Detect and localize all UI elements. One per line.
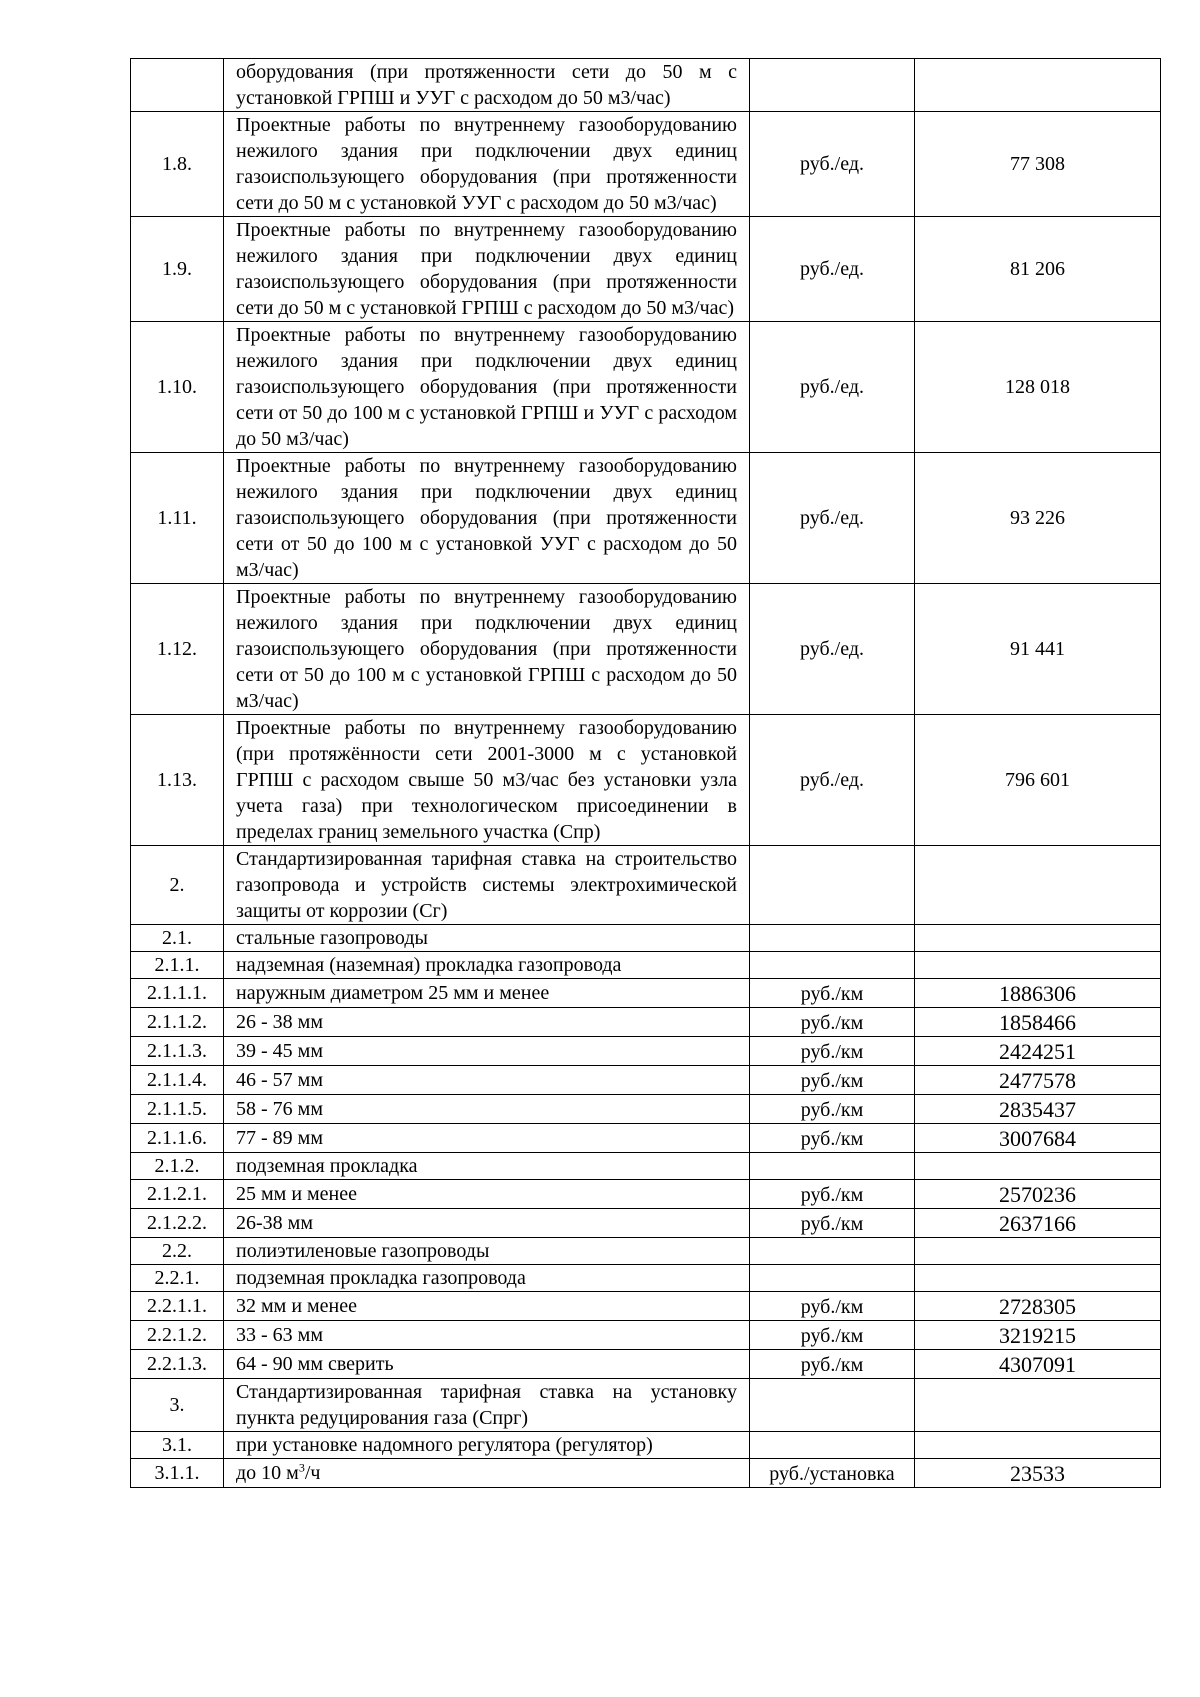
item-description: 58 - 76 мм <box>224 1095 750 1124</box>
item-number: 1.12. <box>131 584 224 715</box>
table-row <box>131 453 1161 584</box>
item-value: 2570236 <box>915 1180 1161 1209</box>
item-description: 33 - 63 мм <box>224 1321 750 1350</box>
item-number: 2.1.1.6. <box>131 1124 224 1153</box>
item-unit: руб./км <box>750 1008 915 1037</box>
table-row <box>131 1292 1161 1321</box>
item-value: 93 226 <box>915 453 1161 584</box>
item-value: 1858466 <box>915 1008 1161 1037</box>
item-unit: руб./км <box>750 1209 915 1238</box>
item-unit: руб./ед. <box>750 322 915 453</box>
superscript-exponent: 3 <box>298 1460 305 1475</box>
item-unit: руб./км <box>750 1180 915 1209</box>
table-row <box>131 112 1161 217</box>
item-value: 77 308 <box>915 112 1161 217</box>
tariff-table <box>130 58 1161 1488</box>
item-description: 32 мм и менее <box>224 1292 750 1321</box>
table-row <box>131 715 1161 846</box>
table-row <box>131 1124 1161 1153</box>
item-value: 3219215 <box>915 1321 1161 1350</box>
item-description: при установке надомного регулятора (регулятор) <box>224 1432 750 1459</box>
item-description: оборудования (при протяженности сети до 50 м с установкой ГРПШ и УУГ с расходом до 50 м3/час) <box>224 59 750 112</box>
item-value: 81 206 <box>915 217 1161 322</box>
item-number: 2.1.1.2. <box>131 1008 224 1037</box>
item-description: подземная прокладка газопровода <box>224 1265 750 1292</box>
item-unit: руб./км <box>750 1037 915 1066</box>
item-unit: руб./км <box>750 1066 915 1095</box>
item-value <box>915 1432 1161 1459</box>
item-value <box>915 925 1161 952</box>
item-description: наружным диаметром 25 мм и менее <box>224 979 750 1008</box>
table-row <box>131 1008 1161 1037</box>
item-unit: руб./ед. <box>750 453 915 584</box>
item-description: полиэтиленовые газопроводы <box>224 1238 750 1265</box>
item-unit: руб./км <box>750 1292 915 1321</box>
item-value <box>915 1379 1161 1432</box>
item-unit: руб./км <box>750 1095 915 1124</box>
table-row <box>131 1037 1161 1066</box>
table-row <box>131 925 1161 952</box>
table-row <box>131 979 1161 1008</box>
item-value: 2728305 <box>915 1292 1161 1321</box>
item-description: 77 - 89 мм <box>224 1124 750 1153</box>
item-value: 1886306 <box>915 979 1161 1008</box>
item-unit <box>750 925 915 952</box>
item-unit: руб./км <box>750 1321 915 1350</box>
table-row <box>131 1379 1161 1432</box>
item-unit: руб./установка <box>750 1459 915 1488</box>
item-unit: руб./ед. <box>750 715 915 846</box>
item-number: 3.1. <box>131 1432 224 1459</box>
item-description: 26-38 мм <box>224 1209 750 1238</box>
item-unit <box>750 1379 915 1432</box>
item-number: 2.1.1. <box>131 952 224 979</box>
item-description: 46 - 57 мм <box>224 1066 750 1095</box>
item-value: 2477578 <box>915 1066 1161 1095</box>
item-unit: руб./ед. <box>750 217 915 322</box>
item-number: 1.10. <box>131 322 224 453</box>
item-number: 2.2.1. <box>131 1265 224 1292</box>
item-number: 1.13. <box>131 715 224 846</box>
table-row <box>131 1350 1161 1379</box>
item-number: 2.2. <box>131 1238 224 1265</box>
item-description: 39 - 45 мм <box>224 1037 750 1066</box>
item-value: 2637166 <box>915 1209 1161 1238</box>
item-number: 2. <box>131 846 224 925</box>
item-description: Стандартизированная тарифная ставка на строительство газопровода и устройств системы электрохимической защиты от коррозии (Сг) <box>224 846 750 925</box>
item-number <box>131 59 224 112</box>
item-number: 2.2.1.1. <box>131 1292 224 1321</box>
item-unit: руб./км <box>750 979 915 1008</box>
item-value: 796 601 <box>915 715 1161 846</box>
item-unit <box>750 952 915 979</box>
item-unit: руб./ед. <box>750 584 915 715</box>
item-value <box>915 1265 1161 1292</box>
item-value: 3007684 <box>915 1124 1161 1153</box>
item-description: стальные газопроводы <box>224 925 750 952</box>
item-unit: руб./ед. <box>750 112 915 217</box>
table-row <box>131 584 1161 715</box>
item-unit <box>750 1265 915 1292</box>
item-description: Стандартизированная тарифная ставка на установку пункта редуцирования газа (Спрг) <box>224 1379 750 1432</box>
item-number: 1.11. <box>131 453 224 584</box>
table-row <box>131 1459 1161 1488</box>
item-description: надземная (наземная) прокладка газопровода <box>224 952 750 979</box>
item-number: 1.9. <box>131 217 224 322</box>
item-number: 2.1.2. <box>131 1153 224 1180</box>
item-unit: руб./км <box>750 1124 915 1153</box>
item-number: 2.1.2.1. <box>131 1180 224 1209</box>
table-row <box>131 217 1161 322</box>
item-description: Проектные работы по внутреннему газооборудованию нежилого здания при подключении двух единиц газоиспользующего оборудования (при протяженности сети до 50 м с установкой ГРПШ с расходом до 50 м3/час) <box>224 217 750 322</box>
table-row <box>131 1209 1161 1238</box>
item-description: 25 мм и менее <box>224 1180 750 1209</box>
item-unit <box>750 1238 915 1265</box>
item-number: 2.1.2.2. <box>131 1209 224 1238</box>
item-description: подземная прокладка <box>224 1153 750 1180</box>
item-value <box>915 952 1161 979</box>
item-number: 2.2.1.3. <box>131 1350 224 1379</box>
table-row <box>131 952 1161 979</box>
tariff-table-body <box>131 59 1161 1488</box>
item-number: 2.1.1.1. <box>131 979 224 1008</box>
item-number: 1.8. <box>131 112 224 217</box>
item-unit: руб./км <box>750 1350 915 1379</box>
item-description: Проектные работы по внутреннему газооборудованию нежилого здания при подключении двух единиц газоиспользующего оборудования (при протяженности сети до 50 м с установкой УУГ с расходом до 50 м3/час) <box>224 112 750 217</box>
item-value <box>915 1238 1161 1265</box>
item-value <box>915 1153 1161 1180</box>
item-value <box>915 846 1161 925</box>
table-row <box>131 1432 1161 1459</box>
item-description: Проектные работы по внутреннему газооборудованию нежилого здания при подключении двух единиц газоиспользующего оборудования (при протяженности сети от 50 до 100 м с установкой УУГ с расходом до 50 м3/час) <box>224 453 750 584</box>
item-unit <box>750 59 915 112</box>
item-description <box>224 1459 750 1488</box>
table-row <box>131 1153 1161 1180</box>
item-number: 2.2.1.2. <box>131 1321 224 1350</box>
item-description: 64 - 90 мм сверить <box>224 1350 750 1379</box>
item-number: 2.1.1.4. <box>131 1066 224 1095</box>
item-value: 128 018 <box>915 322 1161 453</box>
item-unit <box>750 846 915 925</box>
item-value: 4307091 <box>915 1350 1161 1379</box>
item-number: 2.1.1.3. <box>131 1037 224 1066</box>
item-value <box>915 59 1161 112</box>
item-number: 2.1.1.5. <box>131 1095 224 1124</box>
item-unit <box>750 1153 915 1180</box>
item-number: 3.1.1. <box>131 1459 224 1488</box>
item-value: 91 441 <box>915 584 1161 715</box>
item-description-tail: /ч <box>304 1462 321 1484</box>
item-description: Проектные работы по внутреннему газооборудованию нежилого здания при подключении двух единиц газоиспользующего оборудования (при протяженности сети от 50 до 100 м с установкой ГРПШ и УУГ с расходом до 50 м3/час) <box>224 322 750 453</box>
item-number: 3. <box>131 1379 224 1432</box>
table-row <box>131 1321 1161 1350</box>
item-unit <box>750 1432 915 1459</box>
item-description: Проектные работы по внутреннему газооборудованию (при протяжённости сети 2001-3000 м с установкой ГРПШ с расходом свыше 50 м3/час без установки узла учета газа) при технологическом присоединении в пределах границ земельного участка (Спр) <box>224 715 750 846</box>
table-row <box>131 322 1161 453</box>
table-row <box>131 59 1161 112</box>
item-number: 2.1. <box>131 925 224 952</box>
item-value: 2424251 <box>915 1037 1161 1066</box>
item-description-text: до 10 м <box>236 1462 299 1484</box>
table-row <box>131 846 1161 925</box>
item-value: 23533 <box>915 1459 1161 1488</box>
item-value: 2835437 <box>915 1095 1161 1124</box>
table-row <box>131 1095 1161 1124</box>
table-row <box>131 1066 1161 1095</box>
table-row <box>131 1265 1161 1292</box>
table-row <box>131 1180 1161 1209</box>
table-row <box>131 1238 1161 1265</box>
item-description: Проектные работы по внутреннему газооборудованию нежилого здания при подключении двух единиц газоиспользующего оборудования (при протяженности сети от 50 до 100 м с установкой ГРПШ с расходом до 50 м3/час) <box>224 584 750 715</box>
item-description: 26 - 38 мм <box>224 1008 750 1037</box>
